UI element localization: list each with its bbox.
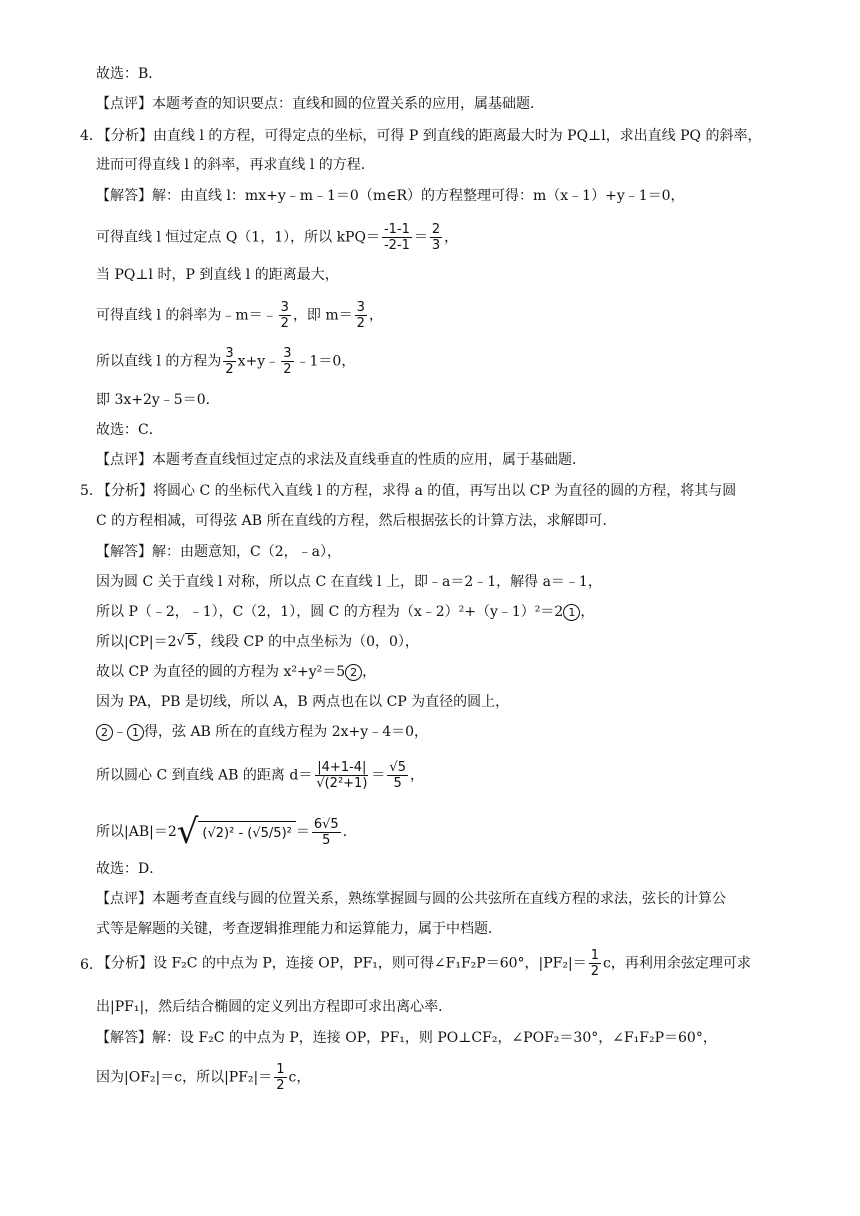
answer-choice-4: 故选：C． bbox=[96, 422, 163, 438]
equals: ＝ bbox=[295, 824, 310, 840]
question-number-4: 4． bbox=[80, 128, 103, 144]
solution-5-line6: 因为 PA，PB 是切线，所以 A，B 两点也在以 CP 为直径的圆上， bbox=[96, 694, 510, 710]
numerator: 1 bbox=[276, 1062, 285, 1077]
slope-value-fraction bbox=[430, 222, 442, 253]
text: 因为|OF₂|＝c，所以|PF₂|＝ bbox=[96, 1069, 273, 1086]
comma: ， bbox=[362, 664, 377, 680]
text: 得，弦 AB 所在的直线方程为 2x+y﹣4＝0， bbox=[144, 724, 429, 740]
square-root: √ 5 bbox=[176, 634, 196, 649]
text: 可得直线 l 的斜率为﹣m＝﹣ bbox=[96, 307, 277, 324]
denominator: 5 bbox=[393, 776, 402, 791]
question-number-5: 5． bbox=[80, 483, 103, 499]
comma: ， bbox=[409, 767, 424, 784]
numerator: 3 bbox=[283, 346, 292, 361]
comment-4: 【点评】本题考查直线恒过定点的求法及直线垂直的性质的应用，属于基础题． bbox=[96, 452, 586, 468]
text: 所以 P（﹣2，﹣1），C（2，1），圆 C 的方程为（x﹣2）²+（y﹣1）²＝2 bbox=[96, 604, 564, 620]
fraction bbox=[355, 300, 367, 331]
denominator: 2 bbox=[590, 964, 599, 979]
comment-5-line2: 式等是解题的关键，考查逻辑推理能力和运算能力，属于中档题． bbox=[96, 921, 502, 937]
solution-4-line6: 即 3x+2y﹣5＝0． bbox=[96, 392, 220, 408]
text: c， bbox=[288, 1069, 311, 1086]
text: ，即 m＝ bbox=[292, 307, 353, 324]
fraction bbox=[274, 1062, 286, 1093]
text: 故以 CP 为直径的圆的方程为 x²+y²＝5 bbox=[96, 664, 346, 680]
fraction bbox=[223, 346, 235, 377]
comma: ， bbox=[444, 229, 459, 246]
solution-6-line2 bbox=[96, 1062, 310, 1093]
circled-number: 1 bbox=[127, 724, 144, 741]
numerator: 6√5 bbox=[313, 816, 339, 832]
numerator: |4+1-4| bbox=[317, 760, 367, 775]
analysis-6-line1 bbox=[97, 948, 751, 979]
denominator: 2 bbox=[356, 316, 365, 331]
numerator: 3 bbox=[356, 300, 365, 315]
denominator: -2-1 bbox=[383, 238, 410, 253]
text: 所以|AB|＝2 bbox=[96, 824, 177, 840]
solution-4-line1: 【解答】解：由直线 l：mx+y﹣m﹣1＝0（m∈R）的方程整理可得：m（x﹣1）+y﹣1＝0， bbox=[96, 188, 685, 204]
solution-5-line2: 因为圆 C 关于直线 l 对称，所以点 C 在直线 l 上，即﹣a＝2﹣1，解得 a＝﹣1， bbox=[96, 574, 602, 590]
solution-4-line3: 当 PQ⊥l 时，P 到直线 l 的距离最大， bbox=[96, 267, 339, 283]
fraction bbox=[589, 948, 601, 979]
denominator: 2 bbox=[225, 362, 234, 377]
analysis-5-line1: 【分析】将圆心 C 的坐标代入直线 l 的方程，求得 a 的值，再写出以 CP 为直径的圆的方程，将其与圆 bbox=[97, 483, 737, 499]
equals: ＝ bbox=[413, 229, 428, 246]
fraction bbox=[387, 760, 408, 791]
solution-5-line9 bbox=[96, 812, 357, 852]
analysis-5-line2: C 的方程相减，可得弦 AB 所在直线的方程，然后根据弦长的计算方法，求解即可． bbox=[96, 513, 617, 529]
text: c，再利用余弦定理可求 bbox=[602, 955, 751, 972]
circled-number: 2 bbox=[345, 664, 362, 681]
denominator: 2 bbox=[280, 316, 289, 331]
solution-5-line8 bbox=[96, 760, 424, 791]
comment-3: 【点评】本题考查的知识要点：直线和圆的位置关系的应用，属基础题． bbox=[96, 96, 544, 112]
numerator: 2 bbox=[431, 222, 441, 237]
denominator: 2 bbox=[276, 1078, 285, 1093]
radicand: (√2)² - (√5/5)² bbox=[198, 821, 295, 844]
fraction bbox=[279, 300, 291, 331]
comment-5-line1: 【点评】本题考查直线与圆的位置关系，熟练掌握圆与圆的公共弦所在直线方程的求法，弦长的计算公 bbox=[96, 891, 726, 907]
text: 可得直线 l 恒过定点 Q（1，1），所以 kPQ＝ bbox=[96, 229, 380, 246]
solution-4-line4 bbox=[96, 300, 383, 331]
answer-choice-3: 故选：B． bbox=[96, 66, 163, 82]
solution-5-line1: 【解答】解：由题意知，C（2，﹣a）， bbox=[96, 544, 341, 560]
solution-5-line7 bbox=[96, 722, 428, 742]
numerator: 3 bbox=[225, 346, 234, 361]
text: 所以直线 l 的方程为 bbox=[96, 353, 222, 370]
denominator: 2 bbox=[283, 362, 292, 377]
denominator: 5 bbox=[322, 832, 331, 848]
equals: ＝ bbox=[371, 767, 386, 784]
fraction bbox=[312, 817, 341, 848]
analysis-6-line2: 出|PF₁|，然后结合椭圆的定义列出方程即可求出离心率． bbox=[96, 999, 453, 1015]
radicand: 5 bbox=[186, 634, 196, 649]
comma: ， bbox=[368, 307, 383, 324]
solution-5-line3 bbox=[96, 602, 594, 622]
text: 【分析】设 F₂C 的中点为 P，连接 OP，PF₁，则可得∠F₁F₂P＝60°，|PF₂|＝ bbox=[97, 955, 587, 972]
numerator: 3 bbox=[280, 300, 289, 315]
denominator: 3 bbox=[431, 238, 441, 253]
solution-6-line1: 【解答】解：设 F₂C 的中点为 P，连接 OP，PF₁，则 PO⊥CF₂，∠POF₂＝30°，∠F₁F₂P＝60°， bbox=[96, 1030, 717, 1046]
numerator: 1 bbox=[590, 948, 599, 963]
circled-number: 1 bbox=[563, 604, 580, 621]
comma: ， bbox=[580, 604, 595, 620]
numerator: -1-1 bbox=[383, 222, 410, 237]
answer-choice-5: 故选：D． bbox=[96, 861, 164, 877]
minus: ﹣ bbox=[113, 724, 127, 740]
text: x+y﹣ bbox=[237, 353, 280, 370]
text: ﹣1＝0， bbox=[295, 353, 356, 370]
denominator: √(2²+1) bbox=[316, 776, 368, 791]
analysis-4-line2: 进而可得直线 l 的斜率，再求直线 l 的方程． bbox=[96, 157, 375, 173]
fraction bbox=[281, 346, 293, 377]
slope-fraction bbox=[382, 222, 412, 253]
solution-4-line5 bbox=[96, 346, 355, 377]
solution-5-line5 bbox=[96, 662, 376, 682]
square-root: √ (√2)² - (√5/5)² bbox=[177, 815, 296, 849]
text: 所以|CP|＝2 bbox=[96, 634, 177, 650]
question-number-6: 6． bbox=[80, 957, 103, 973]
period: ． bbox=[342, 824, 357, 840]
analysis-4-line1: 【分析】由直线 l 的方程，可得定点的坐标，可得 P 到直线的距离最大时为 PQ⊥l，求出直线 PQ 的斜率， bbox=[97, 128, 762, 144]
text: 所以圆心 C 到直线 AB 的距离 d＝ bbox=[96, 767, 313, 784]
solution-4-line2 bbox=[96, 222, 458, 253]
solution-5-line4 bbox=[96, 632, 419, 652]
circled-number: 2 bbox=[96, 724, 113, 741]
distance-fraction bbox=[314, 760, 369, 791]
numerator: √5 bbox=[389, 760, 406, 775]
text: ，线段 CP 的中点坐标为（0，0）， bbox=[197, 634, 419, 650]
